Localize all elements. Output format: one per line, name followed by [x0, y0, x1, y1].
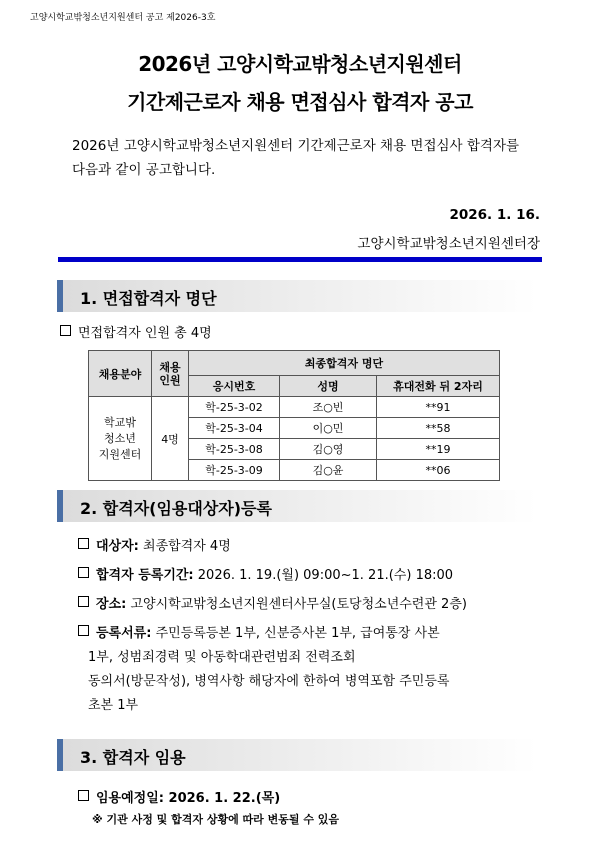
col-phone-header: 휴대전화 뒤 2자리 — [377, 376, 500, 397]
checkbox-icon — [78, 538, 89, 549]
col-exam-no-header: 응시번호 — [189, 376, 280, 397]
field-cell: 학교밖 청소년 지원센터 — [89, 397, 152, 481]
docs-label: 등록서류: — [96, 626, 152, 641]
col-count-header: 채용 인원 — [152, 351, 189, 397]
name-cell: 김○영 — [280, 439, 377, 460]
result-table — [88, 350, 500, 481]
period-item — [78, 564, 453, 583]
phone-cell: **06 — [377, 460, 500, 481]
col-name-header: 성명 — [280, 376, 377, 397]
section2-title: 2. 합격자(임용대상자)등록 — [80, 499, 272, 518]
target-value: 최종합격자 4명 — [138, 539, 231, 554]
docs-line1: 주민등록등본 1부, 신분증사본 1부, 급여통장 사본 — [151, 626, 440, 641]
checkbox-icon — [60, 325, 71, 336]
exam-no-cell: 학-25-3-04 — [189, 418, 280, 439]
intro-line1: 2026년 고양시학교밖청소년지원센터 기간제근로자 채용 면접심사 합격자를 — [72, 138, 520, 154]
name-cell: 이○민 — [280, 418, 377, 439]
appointment-label: 임용예정일: — [96, 791, 164, 806]
docs-item — [78, 622, 440, 641]
docs-line3: 동의서(방문작성), 병역사항 해당자에 한하여 병역포함 주민등록 — [88, 674, 450, 689]
appointment-item — [78, 787, 280, 806]
name-cell: 조○빈 — [280, 397, 377, 418]
col-field-header: 채용분야 — [89, 351, 152, 397]
issuing-org: 고양시학교밖청소년지원센터장 — [357, 236, 540, 252]
phone-cell: **19 — [377, 439, 500, 460]
docs-line4: 초본 1부 — [88, 698, 139, 713]
docs-line2: 1부, 성범죄경력 및 아동학대관련범죄 전력조회 — [88, 650, 356, 665]
notice-number: 고양시학교밖청소년지원센터 공고 제2026-3호 — [30, 13, 216, 23]
section3-title: 3. 합격자 임용 — [80, 748, 186, 767]
period-label: 합격자 등록기간: — [96, 568, 194, 583]
checkbox-icon — [78, 625, 89, 636]
section1-title: 1. 면접합격자 명단 — [80, 289, 217, 308]
target-item — [78, 535, 231, 554]
notice-date: 2026. 1. 16. — [449, 207, 540, 223]
col-final-header: 최종합격자 명단 — [189, 351, 500, 376]
checkbox-icon — [78, 567, 89, 578]
section1-summary — [60, 322, 212, 341]
intro-line2: 다음과 같이 공고합니다. — [72, 162, 216, 178]
target-label: 대상자: — [96, 539, 139, 554]
place-item — [78, 593, 467, 612]
place-label: 장소: — [96, 597, 127, 612]
page-title-line1: 2026년 고양시학교밖청소년지원센터 — [138, 52, 462, 76]
checkbox-icon — [78, 790, 89, 801]
place-value: 고양시학교밖청소년지원센터사무실(토당청소년수련관 2층) — [126, 597, 467, 612]
period-value: 2026. 1. 19.(월) 09:00~1. 21.(수) 18:00 — [193, 568, 454, 583]
table-row — [89, 397, 500, 418]
summary-text: 면접합격자 인원 총 4명 — [78, 326, 212, 341]
appointment-note: ※ 기관 사정 및 합격자 상황에 따라 변동될 수 있음 — [92, 813, 340, 826]
exam-no-cell: 학-25-3-09 — [189, 460, 280, 481]
phone-cell: **91 — [377, 397, 500, 418]
checkbox-icon — [78, 596, 89, 607]
exam-no-cell: 학-25-3-02 — [189, 397, 280, 418]
count-cell: 4명 — [152, 397, 189, 481]
appointment-value: 2026. 1. 22.(목) — [164, 791, 281, 806]
name-cell: 김○윤 — [280, 460, 377, 481]
divider-bar — [58, 257, 542, 262]
page-title-line2: 기간제근로자 채용 면접심사 합격자 공고 — [127, 90, 473, 114]
exam-no-cell: 학-25-3-08 — [189, 439, 280, 460]
phone-cell: **58 — [377, 418, 500, 439]
